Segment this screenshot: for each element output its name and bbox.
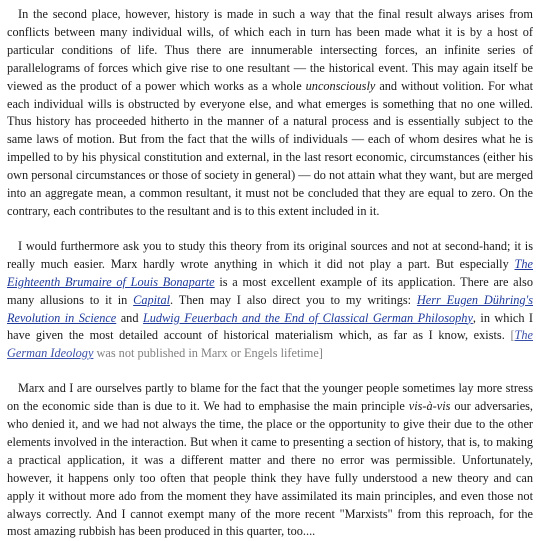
paragraph-text: is a most excellent example of its application. There are also many allusions to it in: [7, 274, 533, 307]
paragraph-history-forces: [7, 6, 533, 221]
paragraph-text: I would furthermore ask you to study this theory from its original sources and not at second-hand; it is really much easier. Marx hardly wrote anything in which it did not play a part. But especially: [7, 238, 533, 271]
link-anti-duhring[interactable]: Herr Eugen Dühring's Revolution in Science: [7, 292, 533, 325]
link-eighteenth-brumaire[interactable]: The Eighteenth Brumaire of Louis Bonaparte: [7, 256, 533, 289]
paragraph-economic-side: [7, 380, 533, 541]
note-bracket: [: [504, 328, 515, 343]
link-capital[interactable]: Capital: [133, 292, 171, 307]
link-german-ideology[interactable]: The German Ideology: [7, 328, 533, 361]
paragraph-text: . Then may I also direct you to my writings:: [170, 292, 417, 307]
note-text: was not published in Marx or Engels lifetime]: [93, 346, 323, 361]
link-ludwig-feuerbach[interactable]: Ludwig Feuerbach and the End of Classical German Philosophy: [142, 310, 473, 325]
paragraph-text: In the second place, however, history is made in such a way that the final result always arises from conflicts between many individual wills, of which each in turn has been made what it is by a host of particular conditions of life. Thus there are innumerable intersecting forces, an infinite series of parallelograms of forces which give rise to one resultant — the historical event. This may again itself be viewed as the product of a power which works as a whole: [7, 7, 533, 93]
paragraph-sources: [7, 238, 533, 363]
paragraph-text: and without volition. For what each individual wills is obstructed by everyone else, and what emerges is something that no one willed. Thus history has proceeded hitherto in the manner of a natural process and is essentially subject to the same laws of motion. But from the fact that the wills of individuals — each of whom desires what he is impelled to by his physical constitution and external, in the last resort economic, circumstances (either his own personal circumstances or those of society in general) — do not attain what they want, but are merged into an aggregate mean, a common resultant, it must not be concluded that they are equal to zero. On the contrary, each contributes to the resultant and is to this extent included in it.: [7, 78, 533, 218]
emphasis-unconsciously: unconsciously: [305, 78, 376, 93]
paragraph-text: and: [116, 310, 143, 325]
paragraph-text: Marx and I are ourselves partly to blame for the fact that the younger people sometimes lay more stress on the economic side than is due to it. We had to emphasise the main principle: [7, 381, 533, 414]
paragraph-text: , in which I have given the most detailed account of historical materialism which, as far as I know, exists.: [7, 310, 534, 343]
emphasis-vis-a-vis: vis-à-vis: [408, 399, 451, 414]
paragraph-text: our adversaries, who denied it, and we had not always the time, the place or the opportunity to give their due to the other elements involved in the interaction. But when it came to presenting a section of history, that is, to making a practical application, it was a different matter and there no error was permissible. Unfortunately, however, it happens only too often that people think they have fully understood a new theory and can apply it without more ado from the moment they have assimilated its main principles, and even those not always correctly. And I cannot exempt many of the more recent "Marxists" from this reproach, for the most amazing rubbish has been produced in this quarter, too....: [7, 399, 534, 539]
